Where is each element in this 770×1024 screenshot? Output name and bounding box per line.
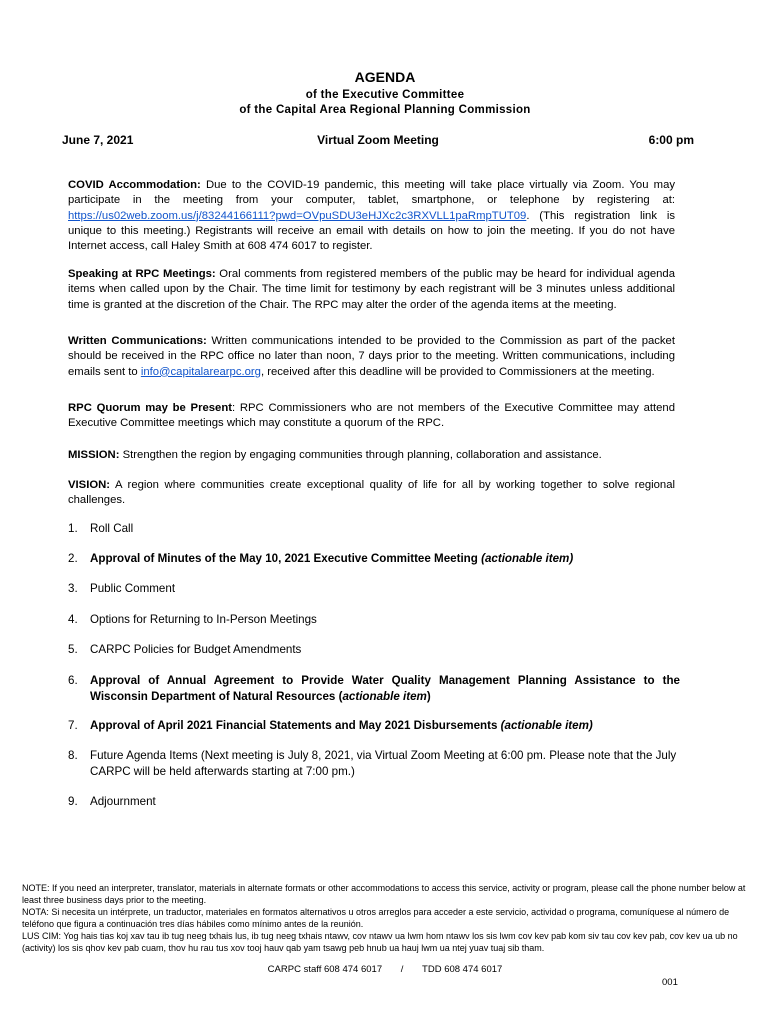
mission-statement [68,448,675,463]
meeting-venue: Virtual Zoom Meeting [317,133,439,147]
meeting-date: June 7, 2021 [62,133,134,147]
zoom-registration-link[interactable]: https://us02web.zoom.us/j/83244166111?pwd=OVpuSDU3eHJXc2c3RXVLL1paRmpTUT09 [68,209,527,222]
agenda-item [68,521,708,537]
agenda-item [68,581,708,597]
covid-label: COVID Accommodation: [68,179,201,191]
quorum-text: : RPC Commissioners who are not members of the Executive Committee may attend Executive Committee meetings which may constitute a quorum of the RPC. [68,402,675,430]
actionable-tag: (actionable item) [481,552,574,565]
subtitle-committee: of the Executive Committee [305,89,465,101]
covid-text-1: Due to the COVID-19 pandemic, this meeting will take place virtually via Zoom. You may participate in the meeting from your computer, tablet, smartphone, or telephone by registering at: [68,179,675,207]
email-link[interactable]: info@capitalarearpc.org [140,365,261,378]
agenda-item [68,794,708,810]
agenda-item-text: Future Agenda Items (Next meeting is July 8, 2021, via Virtual Zoom Meeting at 6:00 pm. Please note that the July CARPC will be held afterwards starting at 7:00 pm.) [90,749,677,778]
agenda-item [68,642,708,658]
agenda-item-number: 6. [68,674,78,687]
agenda-item-number: 8. [68,749,78,762]
agenda-item [68,748,680,779]
note-hmong: LUS CIM: Yog hais tias koj xav tau ib tug neeg txhais lus, ib tug neeg txhais ntawv, cov ntawv ua lwm hom ntawv los sis lwm cov kev pab kom siv tau cov kev pab, cov kev ua ub no (activity) los sis qhov kev pab cuam, thov hu rau tus xov tooj hauv qab yam tsawg peb hnub ua hauj lwm ua ntej yuav tuaj sib tham. [22,931,738,953]
note-spanish: NOTA: Si necesita un intérprete, un traductor, materiales en formatos alternativos u otros arreglos para acceder a este servicio, actividad o programa, comuníquese al número de teléfono que figura a continuación tres días hábiles como mínimo antes de la reunión. [22,907,730,929]
vision-label: VISION: [68,479,111,491]
agenda-item-text: Approval of Minutes of the May 10, 2021 Executive Committee Meeting [90,552,482,565]
agenda-item-number: 1. [68,522,78,535]
page-number: 001 [662,977,678,988]
actionable-tag: (actionable item) [500,719,593,732]
note-english: NOTE: If you need an interpreter, translator, materials in alternate formats or other accommodations to access this service, activity or program, please call the phone number below at least three business days prior to the meeting. [22,883,746,905]
agenda-item-text: Approval of April 2021 Financial Statements and May 2021 Disbursements [90,719,501,732]
vision-text: A region where communities create exceptional quality of life for all by working together to solve regional challenges. [68,479,675,507]
meeting-time: 6:00 pm [648,133,694,147]
agenda-item-number: 7. [68,719,78,732]
agenda-item-suffix: ) [426,689,431,703]
speaking-label: Speaking at RPC Meetings: [68,268,216,280]
written-text-2: , received after this deadline will be provided to Commissioners at the meeting. [260,365,655,378]
agenda-item-text: Roll Call [90,522,134,535]
staff-phone: CARPC staff 608 474 6017 [267,964,383,975]
agenda-item-number: 2. [68,552,78,565]
mission-label: MISSION: [68,449,120,461]
tdd-phone: TDD 608 474 6017 [422,964,503,975]
agenda-item-text: Public Comment [90,582,176,595]
agenda-item-text: CARPC Policies for Budget Amendments [90,643,302,656]
agenda-item-number: 5. [68,643,78,656]
written-communications [68,334,675,380]
meeting-info-row [62,133,694,149]
written-label: Written Communications: [68,335,207,347]
agenda-item [68,673,680,704]
covid-text-2: . (This registration link is unique to this meeting.) Registrants will receive an email with details on how to join the meeting. If you do not have Internet access, call Haley Smith at 608 474 6017 to register. [68,209,675,253]
agenda-item-number: 3. [68,582,78,595]
covid-accommodation [68,178,675,254]
quorum-notice [68,401,675,432]
agenda-item-number: 4. [68,613,78,626]
speaking-at-meetings [68,267,675,313]
subtitle-commission: of the Capital Area Regional Planning Commission [239,104,531,116]
agenda-item [68,612,708,628]
agenda-item [68,551,708,567]
agenda-item-text: Options for Returning to In-Person Meetings [90,613,317,626]
speaking-text: Oral comments from registered members of the public may be heard for individual agenda items when called upon by the Chair. The time limit for testimony by each registrant will be 3 minutes unless additional time is granted at the discretion of the Chair. The RPC may alter the order of the agenda items at the meeting. [68,268,675,311]
agenda-item-number: 9. [68,795,78,808]
agenda-item-text: Approval of Annual Agreement to Provide Water Quality Management Planning Assistance to the Wisconsin Department of Natural Resources ( [90,674,680,703]
footer-separator: / [400,964,404,975]
actionable-tag: actionable item [342,689,427,703]
agenda-item [68,718,708,734]
page-title: AGENDA [354,69,416,85]
quorum-label: RPC Quorum may be Present [68,402,232,414]
written-text-1: Written communications intended to be provided to the Commission as part of the packet should be received in the RPC office no later than noon, 7 days prior to the meeting. Written communications, including emails sent to [68,335,675,378]
agenda-item-text: Adjournment [90,795,156,808]
footer-contact [0,964,770,975]
mission-text: Strengthen the region by engaging communities through planning, collaboration and assistance. [119,449,602,461]
vision-statement [68,478,675,509]
